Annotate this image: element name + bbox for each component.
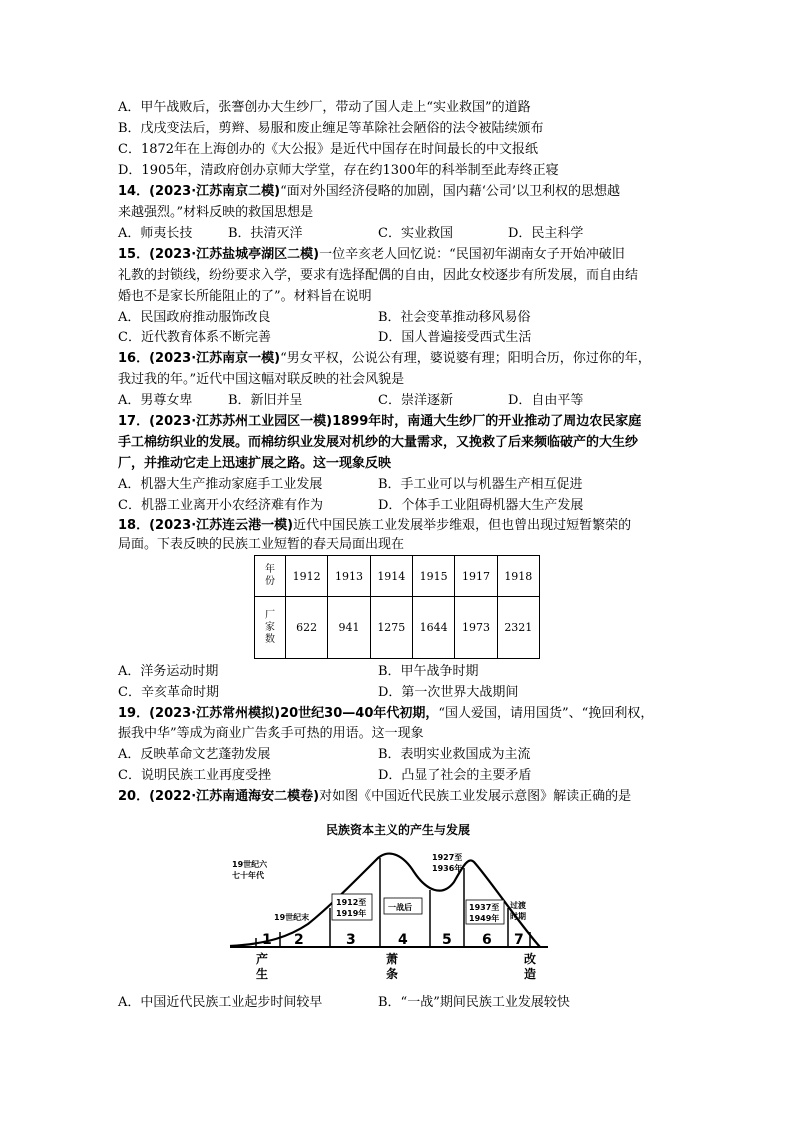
q14-option-d: D．民主科学 (508, 226, 584, 241)
q18-stem-line1: 近代中国民族工业发展举步维艰，但也曾出现过短暂繁荣的 (293, 518, 632, 533)
q15-stem-line1: 一位辛亥老人回忆说：“民国初年湖南女子开始冲破旧 (319, 247, 625, 262)
table-cell: 1917 (455, 556, 497, 597)
q17-option-a: A．机器大生产推动家庭手工业发展 (118, 477, 323, 492)
q15-stem-line3: 婚也不是家长所能阻止的了”。材料旨在说明 (118, 289, 372, 304)
label-1937-line2: 1949年 (469, 914, 500, 923)
q15-stem-line2: 礼教的封锁线，纷纷要求入学，要求有选择配偶的自由，因此女校逐步有所发展，而自由结 (118, 268, 639, 283)
label-transition-line2: 时期 (510, 912, 526, 921)
table-header-year (255, 556, 286, 597)
q14-option-a: A．师夷长技 (118, 226, 193, 241)
q16-option-c: C．崇洋逐新 (378, 393, 453, 408)
figure-title: 民族资本主义的产生与发展 (325, 823, 471, 837)
q15-stem (118, 245, 625, 265)
q19-option-a: A．反映革命文艺蓬勃发展 (118, 747, 271, 762)
industry-development-figure (228, 820, 568, 990)
period-number: 6 (482, 932, 492, 948)
stage-emergence-1: 产 (256, 952, 269, 966)
q13-option-d: D．1905年，清政府创办京师大学堂，存在约1300年的科举制至此寿终正寝 (118, 163, 559, 178)
table-cell: 1914 (370, 556, 412, 597)
q18-stem-line2: 局面。下表反映的民族工业短暂的春天局面出现在 (118, 537, 405, 552)
period-number: 2 (294, 932, 304, 948)
stage-depression-2: 条 (386, 967, 399, 981)
table-cell: 2321 (497, 597, 539, 659)
q17-stem (118, 412, 641, 432)
label-1937-line1: 1937至 (469, 903, 500, 912)
label-after-ww1: 一战后 (388, 903, 412, 912)
q17-stem-line3: 厂，并推动它走上迅速扩展之路。这一现象反映 (118, 456, 392, 471)
q16-option-b: B．新旧并呈 (228, 393, 303, 408)
q14-option-c: C．实业救国 (378, 226, 453, 241)
table-cell: 1918 (497, 556, 539, 597)
q18-stem (118, 516, 631, 536)
table-cell: 1912 (286, 556, 328, 597)
stage-depression-1: 萧 (386, 952, 399, 966)
period-number: 1 (262, 932, 272, 948)
label-transition-line1: 过渡 (510, 901, 526, 910)
q19-stem (118, 704, 653, 724)
q18-option-c: C．辛亥革命时期 (118, 685, 219, 700)
q16-number: 16．(2023·江苏南京一模) (118, 351, 281, 366)
factory-count-table (254, 555, 540, 659)
q18-number: 18．(2023·江苏连云港一模) (118, 518, 294, 533)
q16-stem-line1: “男女平权，公说公有理，婆说婆有理；阳明合历，你过你的年， (280, 351, 651, 366)
q18-option-d: D．第一次世界大战期间 (378, 685, 519, 700)
q16-option-d: D．自由平等 (508, 393, 584, 408)
label-1927-line2: 1936年 (432, 864, 463, 873)
q16-stem-line2: 我过我的年。”近代中国这幅对联反映的社会风貌是 (118, 372, 405, 387)
q17-option-b: B．手工业可以与机器生产相互促进 (378, 477, 583, 492)
table-cell: 1913 (328, 556, 370, 597)
period-number: 4 (398, 932, 408, 948)
table-cell: 1275 (370, 597, 412, 659)
table-row-counts (255, 597, 540, 659)
q20-number: 20．(2022·江苏南通海安二模卷) (118, 789, 320, 804)
table-row-years (255, 556, 540, 597)
table-cell: 941 (328, 597, 370, 659)
q20-stem (118, 787, 631, 807)
q15-option-a: A．民国政府推动服饰改良 (118, 310, 271, 325)
q18-option-b: B．甲午战争时期 (378, 664, 479, 679)
q13-option-c: C．1872年在上海创办的《大公报》是近代中国存在时间最长的中文报纸 (118, 142, 539, 157)
stage-transform-1: 改 (524, 952, 537, 966)
q15-option-d: D．国人普遍接受西式生活 (378, 330, 532, 345)
q16-stem (118, 349, 651, 369)
q17-number-line1: 17．(2023·江苏苏州工业园区一模)1899年时，南通大生纱厂的开业推动了周边农民家庭 (118, 414, 642, 429)
q15-option-c: C．近代教育体系不断完善 (118, 330, 271, 345)
period-number: 3 (346, 932, 356, 948)
q13-option-b: B．戊戌变法后，剪辫、易服和废止缠足等革除社会陋俗的法令被陆续颁布 (118, 121, 544, 136)
q20-option-a: A．中国近代民族工业起步时间较早 (118, 995, 323, 1010)
q17-option-d: D．个体手工业阻碍机器大生产发展 (378, 498, 584, 513)
q16-option-a: A．男尊女卑 (118, 393, 193, 408)
q19-stem-line1: “国人爱国，请用国货”、“挽回利权， (438, 706, 654, 721)
q15-option-b: B．社会变革推动移风易俗 (378, 310, 531, 325)
count-header-text: 厂 家 数 (265, 609, 275, 645)
q14-option-b: B．扶清灭洋 (228, 226, 303, 241)
table-header-count (255, 597, 286, 659)
label-6070-line1: 19世纪六 (232, 860, 268, 869)
q19-number: 19．(2023·江苏常州模拟)20世纪30—40年代初期， (118, 706, 439, 721)
q14-stem-line2: 来越强烈。”材料反映的救国思想是 (118, 205, 314, 220)
year-header-text: 年 份 (265, 564, 275, 587)
table-cell: 622 (286, 597, 328, 659)
q14-stem (118, 182, 620, 202)
period-number: 7 (514, 932, 524, 948)
stage-transform-2: 造 (524, 967, 537, 981)
q19-stem-line2: 振我中华”等成为商业广告炙手可热的用语。这一现象 (118, 726, 424, 741)
label-1927-line1: 1927至 (432, 853, 463, 862)
table-cell: 1915 (412, 556, 454, 597)
period-number: 5 (442, 932, 452, 948)
q13-option-a: A．甲午战败后，张謇创办大生纱厂，带动了国人走上“实业救国”的道路 (118, 100, 531, 115)
q14-number: 14．(2023·江苏南京二模) (118, 184, 281, 199)
q17-option-c: C．机器工业离开小农经济难有作为 (118, 498, 323, 513)
label-19th-end: 19世纪末 (274, 913, 310, 922)
q17-stem-line2: 手工棉纺织业的发展。而棉纺织业发展对机纱的大量需求，又挽救了后来频临破产的大生纱 (118, 435, 639, 450)
q19-option-d: D．凸显了社会的主要矛盾 (378, 768, 532, 783)
q19-option-c: C．说明民族工业再度受挫 (118, 768, 271, 783)
table-cell: 1973 (455, 597, 497, 659)
q20-stem-line1: 对如图《中国近代民族工业发展示意图》解读正确的是 (319, 789, 632, 804)
label-6070-line2: 七十年代 (232, 871, 264, 880)
label-1912-line2: 1919年 (336, 909, 367, 918)
stage-emergence-2: 生 (256, 967, 269, 981)
q14-stem-line1: “面对外国经济侵略的加剧，国内藉‘公司’以卫利权的思想越 (280, 184, 621, 199)
q18-option-a: A．洋务运动时期 (118, 664, 219, 679)
label-1912-line1: 1912至 (336, 898, 367, 907)
q15-number: 15．(2023·江苏盐城亭湖区二模) (118, 247, 320, 262)
table-cell: 1644 (412, 597, 454, 659)
q19-option-b: B．表明实业救国成为主流 (378, 747, 531, 762)
q20-option-b: B．“一战”期间民族工业发展较快 (378, 995, 570, 1010)
